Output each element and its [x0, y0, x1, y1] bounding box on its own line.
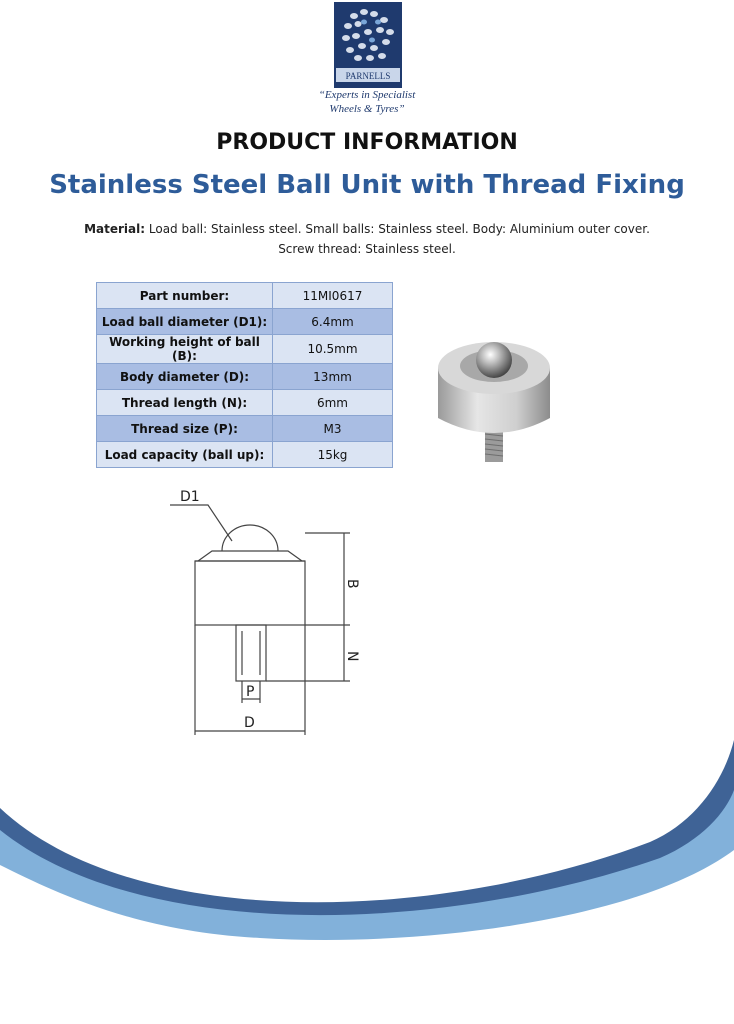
decorative-swoosh	[0, 680, 734, 1024]
spec-value: M3	[273, 416, 393, 442]
material-description	[80, 219, 654, 259]
spec-value: 15kg	[273, 442, 393, 468]
spec-label: Part number:	[97, 283, 273, 309]
spec-value: 10.5mm	[273, 335, 393, 364]
spec-row	[97, 283, 393, 309]
brand-tagline	[300, 88, 434, 116]
spec-value: 13mm	[273, 364, 393, 390]
product-title: Stainless Steel Ball Unit with Thread Fixing	[49, 170, 685, 200]
spec-label: Thread size (P):	[97, 416, 273, 442]
dim-label-n: N	[344, 651, 360, 662]
material-text-1: Load ball: Stainless steel. Small balls: Stainless steel. Body: Aluminium outer cover.	[148, 222, 650, 236]
spec-label: Thread length (N):	[97, 390, 273, 416]
spec-table	[96, 282, 393, 468]
dim-label-d: D	[244, 715, 255, 731]
material-label: Material:	[84, 222, 146, 236]
material-line-2: Screw thread: Stainless steel.	[278, 242, 456, 256]
parnells-logo	[334, 2, 402, 88]
spec-row	[97, 442, 393, 468]
spec-row	[97, 416, 393, 442]
spec-label: Working height of ball (B):	[97, 335, 273, 364]
page-heading: PRODUCT INFORMATION	[216, 130, 518, 155]
tagline-line-2: Wheels & Tyres”	[329, 103, 405, 115]
spec-value: 6mm	[273, 390, 393, 416]
spec-value: 6.4mm	[273, 309, 393, 335]
spec-label: Body diameter (D):	[97, 364, 273, 390]
spec-row	[97, 309, 393, 335]
spec-value: 11MI0617	[273, 283, 393, 309]
brand-name: PARNELLS	[345, 71, 391, 81]
spec-label: Load capacity (ball up):	[97, 442, 273, 468]
spec-row	[97, 390, 393, 416]
spec-row	[97, 364, 393, 390]
product-photo	[430, 318, 570, 498]
material-line-1	[80, 219, 654, 239]
tagline-line-1: “Experts in Specialist	[318, 89, 416, 101]
dim-label-b: B	[344, 579, 360, 589]
dim-label-p: P	[246, 684, 255, 700]
spec-row	[97, 335, 393, 364]
dim-label-d1: D1	[180, 489, 200, 505]
spec-label: Load ball diameter (D1):	[97, 309, 273, 335]
